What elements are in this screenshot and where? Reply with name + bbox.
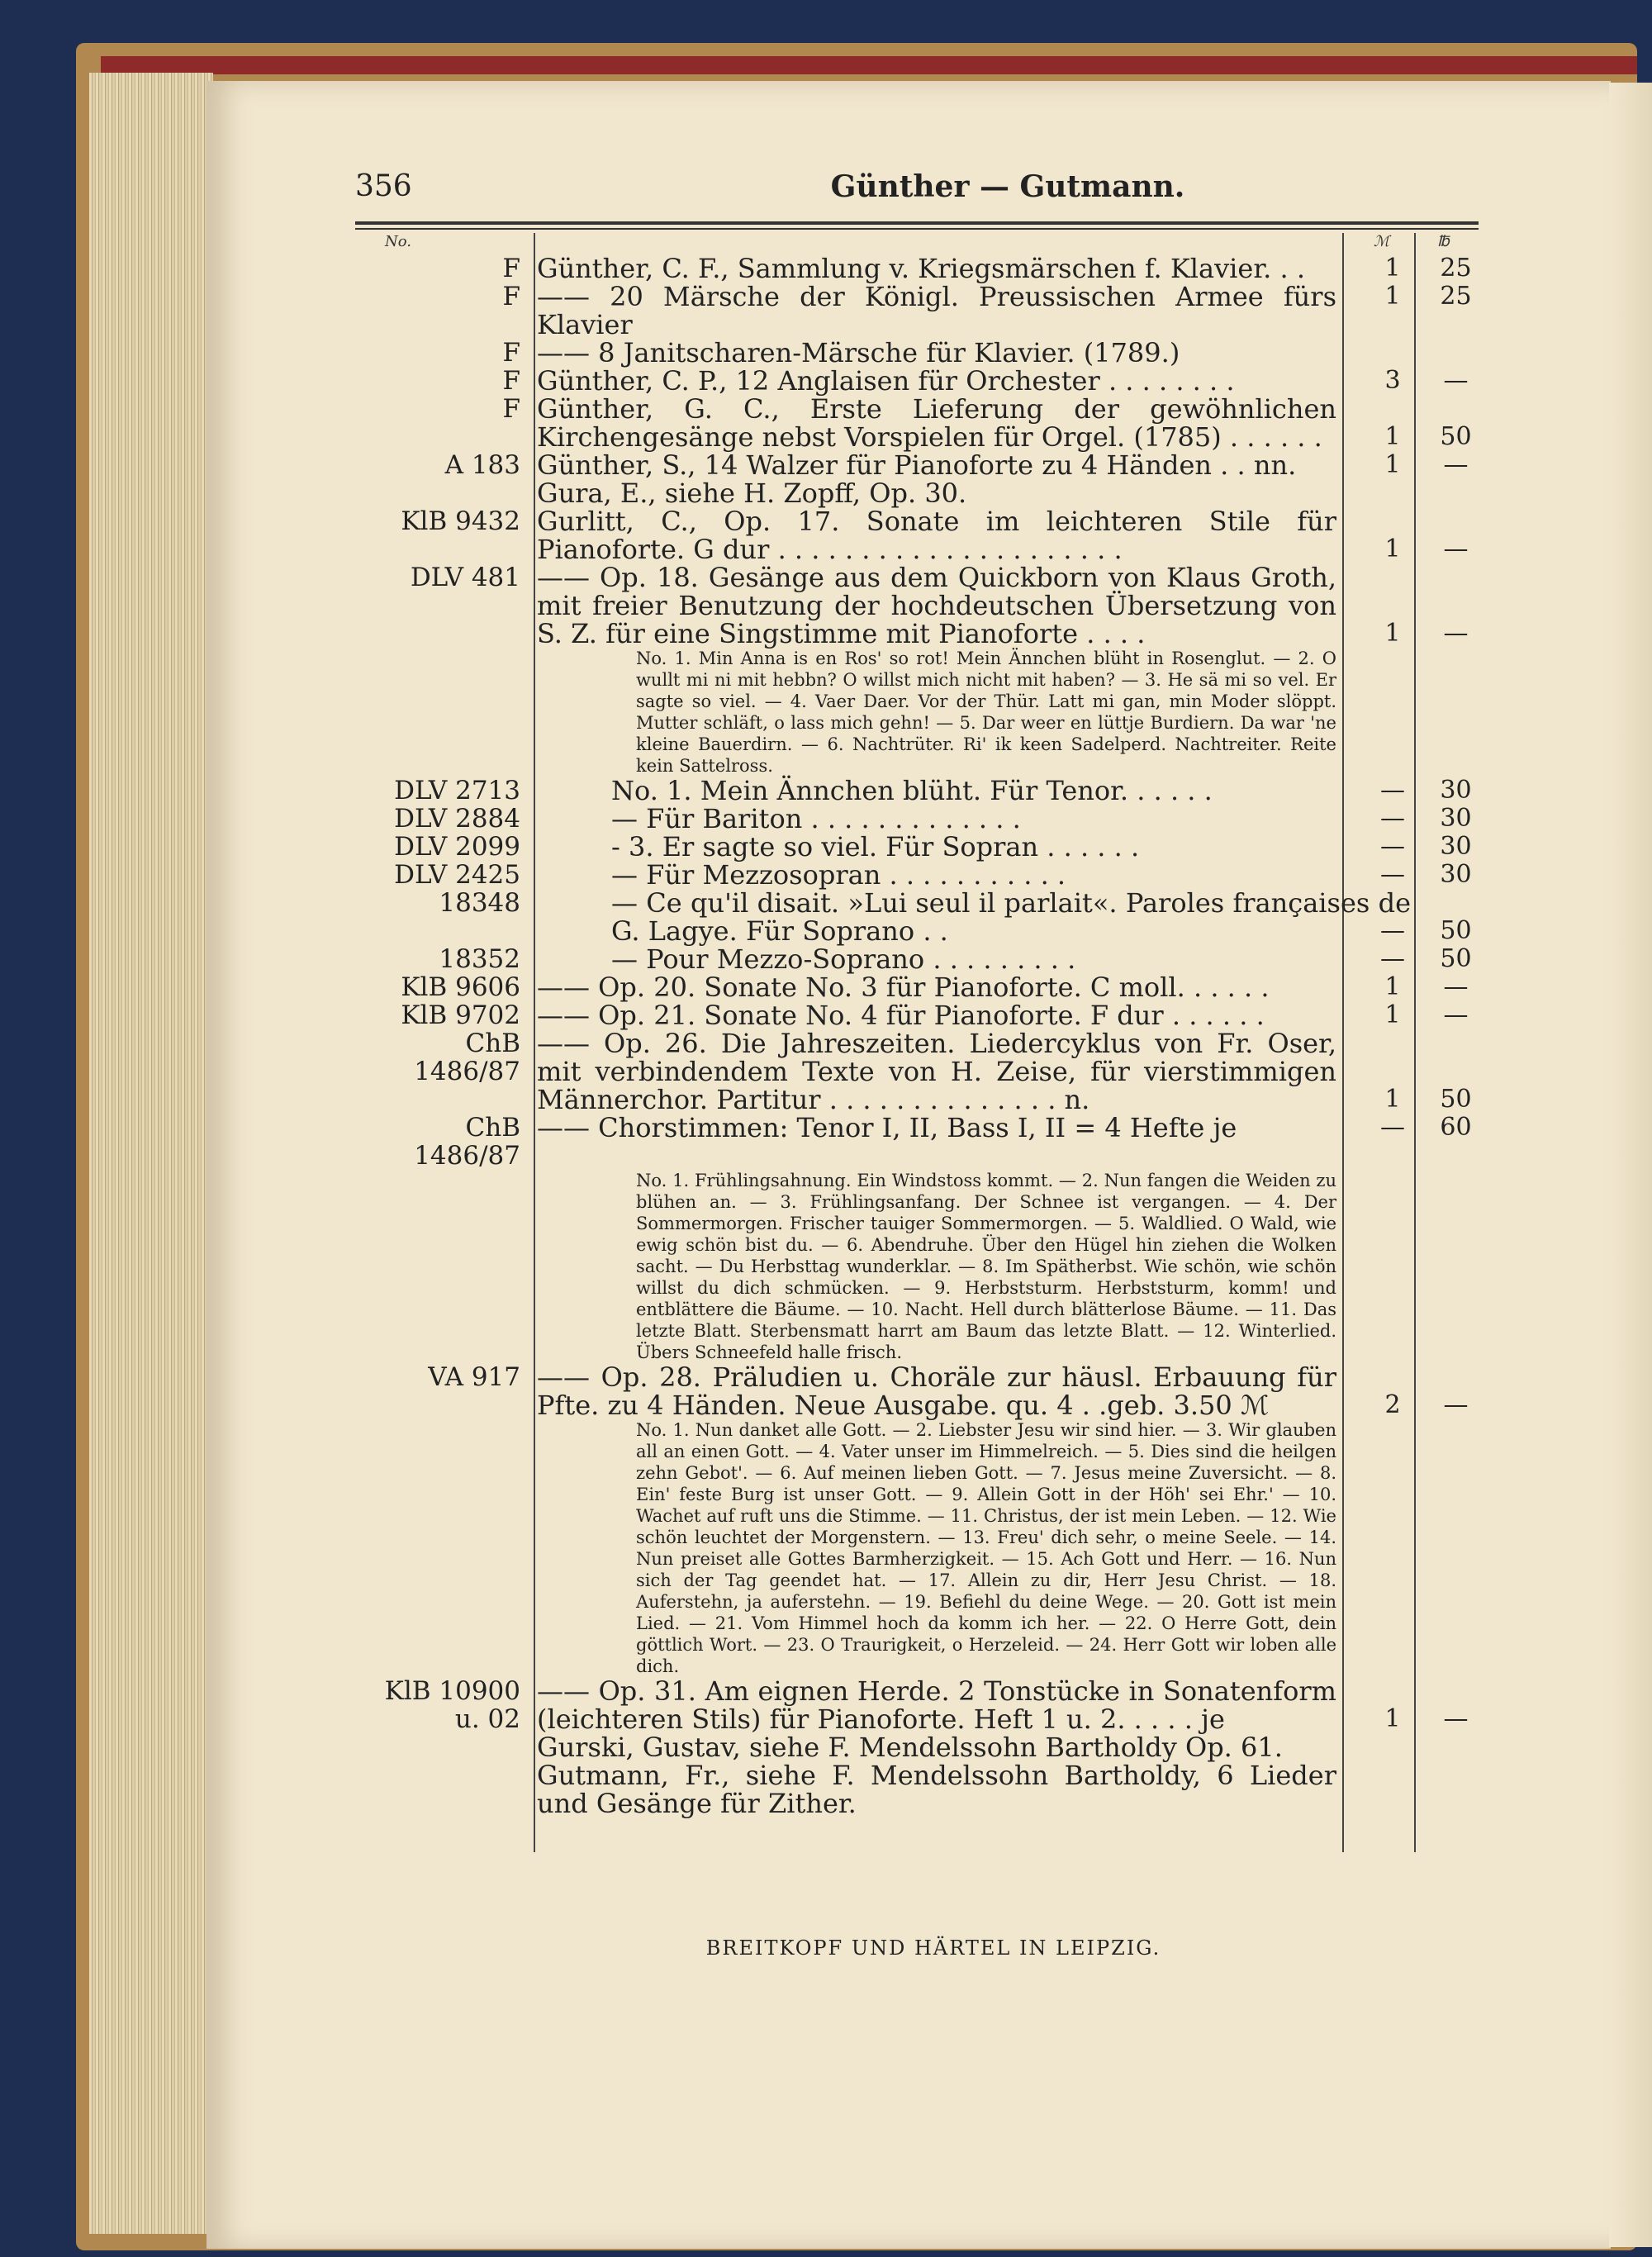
entry-text: —— Op. 26. Die Jahreszeiten. Liedercyklus von Fr. Oser, mit verbindendem Texte von H. Zeise, für vierstimmigen Männerchor. Partitur . . . . . . . . . . . . . . n.	[537, 1028, 1336, 1115]
price-mark: 2	[1384, 1390, 1401, 1419]
catalog-number: 18348	[439, 888, 520, 918]
catalog-number: KlB 9432	[401, 506, 520, 536]
price-pf: 50	[1440, 944, 1472, 973]
price-mark: 1	[1384, 422, 1401, 451]
catalog-row	[355, 339, 1487, 367]
catalog-row	[355, 1114, 1487, 1170]
price-pf: —	[1443, 972, 1469, 1001]
price-pf: 30	[1440, 860, 1472, 889]
catalog-row	[355, 1677, 1487, 1733]
price-pf: —	[1443, 535, 1469, 563]
catalog-number: KlB 10900 u. 02	[384, 1676, 520, 1734]
chorale-list: No. 1. Nun danket alle Gott. — 2. Liebster Jesu wir sind hier. — 3. Wir glauben all an einen Gott. — 4. Vater unser im Himmelreich. — 5. Dies sind die heilgen zehn Gebot'. — 6. Auf meinen lieben Gott. — 7. Jesus meine Zuversicht. — 8. Ein' feste Burg ist unser Gott. — 9. Allein Gott in der Höh' sei Ehr.' — 10. Wachet auf ruft uns die Stimme. — 11. Christus, der ist mein Leben. — 12. Wie schön leuchtet der Morgenstern. — 13. Freu' dich sehr, o meine Seele. — 14. Nun preiset alle Gottes Barmherzigkeit. — 15. Ach Gott und Herr. — 16. Nun sich der Tag geendet hat. — 17. Allein zu dir, Herr Jesu Christ. — 18. Auferstehn, ja auferstehn. — 19. Befiehl du deine Wege. — 20. Gott ist mein Lied. — 21. Vom Himmel hoch da komm ich her. — 22. O Herre Gott, dein göttlich Wort. — 23. O Traurigkeit, o Herzeleid. — 24. Herr Gott wir loben alle dich.	[636, 1420, 1336, 1676]
price-mark: 1	[1384, 619, 1401, 648]
entry-text: No. 1. Mein Ännchen blüht. Für Tenor. . . . . .	[611, 775, 1213, 806]
price-pf: 30	[1440, 804, 1472, 833]
column-header-no: No.	[385, 233, 411, 250]
catalog-row	[355, 777, 1487, 805]
price-mark: —	[1380, 832, 1405, 861]
catalog-row	[355, 563, 1487, 648]
catalog-number: F	[502, 366, 520, 396]
catalog-row	[355, 1733, 1487, 1761]
page-number: 356	[355, 169, 412, 203]
page-title: Günther — Gutmann.	[830, 169, 1185, 204]
catalog-number: DLV 2884	[394, 804, 520, 834]
entry-text: — Pour Mezzo-Soprano . . . . . . . . .	[611, 943, 1076, 975]
catalog-row	[355, 367, 1487, 395]
price-mark: —	[1380, 916, 1405, 945]
header-rule-thin	[355, 228, 1479, 230]
entry-text	[537, 648, 1336, 777]
catalog-number: A 183	[444, 450, 520, 480]
catalog-row	[355, 1419, 1487, 1677]
price-mark: —	[1380, 776, 1405, 805]
price-pf: 60	[1440, 1113, 1472, 1142]
entry-text: —— Op. 18. Gesänge aus dem Quickborn von Klaus Groth, mit freier Benutzung der hochdeutschen Übersetzung von S. Z. für eine Singstimme mit Pianoforte . . . .	[537, 562, 1336, 649]
price-pf: 30	[1440, 776, 1472, 805]
song-list: No. 1. Frühlingsahnung. Ein Windstoss kommt. — 2. Nun fangen die Weiden zu blühen an. — 3. Frühlingsanfang. Der Schnee ist vergangen. — 4. Der Sommermorgen. Frischer tauiger Sommermorgen. — 5. Waldlied. O Wald, wie ewig schön bist du. — 6. Abendruhe. Über den Hügel hin ziehen die Wolken sacht. — Du Herbsttag wunderklar. — 8. Im Spätherbst. Wie schön, wie schön willst du dich schmücken. — 9. Herbststurm. Herbststurm, komm! und entblättere die Bäume. — 10. Nacht. Hell durch blätterlose Bäume. — 11. Das letzte Blatt. Sterbensmatt harrt am Baum das letzte Blatt. — 12. Winterlied. Übers Schneefeld halle frisch.	[636, 1171, 1336, 1362]
price-pf: 25	[1440, 282, 1472, 311]
song-list: No. 1. Min Anna is en Ros' so rot! Mein Ännchen blüht in Rosenglut. — 2. O wullt mi ni mit hebbn? O willst mich nicht mit haben? — 3. He sä mi so vel. Er sagte so viel. — 4. Vaer Daer. Vor der Thür. Latt mi gan, min Moder slöppt. Mutter schläft, o lass mich gehn! — 5. Dar weer en lüttje Burdiern. Da war 'ne kleine Bauerdirn. — 6. Nachtrüter. Ri' ik keen Sadelperd. Nachtreiter. Reite kein Sattelross.	[636, 649, 1336, 776]
catalog-row	[355, 1170, 1487, 1363]
catalog-row	[355, 973, 1487, 1001]
entry-text: — Für Mezzosopran . . . . . . . . . . .	[611, 859, 1066, 891]
book-edge	[101, 56, 1637, 74]
price-mark: 3	[1384, 366, 1401, 395]
price-pf: —	[1443, 366, 1469, 395]
price-mark: —	[1380, 944, 1405, 973]
catalog-number: ChB 1486/87	[414, 1113, 520, 1171]
catalog-number: DLV 2099	[394, 832, 520, 862]
price-pf: —	[1443, 450, 1469, 479]
entry-text: —— 8 Janitscharen-Märsche für Klavier. (1789.)	[537, 337, 1180, 368]
price-pf: —	[1443, 1390, 1469, 1419]
entry-text: —— Chorstimmen: Tenor I, II, Bass I, II = 4 Hefte je	[537, 1112, 1237, 1143]
catalog-number: 18352	[439, 944, 520, 974]
catalog-row	[355, 945, 1487, 973]
catalog-row	[355, 889, 1487, 945]
entry-text: —— Op. 31. Am eignen Herde. 2 Tonstücke in Sonatenform (leichteren Stils) für Pianoforte. Heft 1 u. 2. . . . . je	[537, 1675, 1336, 1735]
running-head	[355, 169, 1652, 219]
price-mark: —	[1380, 1113, 1405, 1142]
entry-text: —— Op. 28. Präludien u. Choräle zur häusl. Erbauung für Pfte. zu 4 Händen. Neue Ausgabe. qu. 4 . .geb. 3.50 ℳ	[537, 1361, 1336, 1421]
price-pf: 25	[1440, 254, 1472, 283]
price-mark: 1	[1384, 972, 1401, 1001]
entry-text	[537, 1170, 1336, 1363]
catalog-number: DLV 2425	[394, 860, 520, 890]
column-header-mark: ℳ	[1374, 233, 1390, 250]
catalog-number: KlB 9606	[401, 972, 520, 1002]
page-stack	[89, 73, 213, 2234]
catalog-row	[355, 479, 1487, 507]
price-mark: —	[1380, 804, 1405, 833]
price-mark: 1	[1384, 535, 1401, 563]
entry-text: —— Op. 20. Sonate No. 3 für Pianoforte. C moll. . . . . .	[537, 972, 1270, 1003]
price-mark: 1	[1384, 450, 1401, 479]
entry-text: — Für Bariton . . . . . . . . . . . . .	[611, 803, 1021, 834]
catalog-number: F	[502, 338, 520, 368]
catalog-row	[355, 395, 1487, 451]
entry-text: — Ce qu'il disait. »Lui seul il parlait«. Paroles françaises de G. Lagye. Für Soprano . .	[611, 887, 1411, 947]
entry-text: Gurski, Gustav, siehe F. Mendelssohn Bartholdy Op. 61.	[537, 1732, 1283, 1763]
price-pf: 50	[1440, 916, 1472, 945]
catalog-number: KlB 9702	[401, 1000, 520, 1030]
entry-text: Gura, E., siehe H. Zopff, Op. 30.	[537, 478, 967, 509]
entry-text: - 3. Er sagte so viel. Für Sopran . . . . . .	[611, 831, 1140, 862]
catalog-number: F	[502, 254, 520, 283]
catalog-row	[355, 648, 1487, 777]
catalog-row	[355, 805, 1487, 833]
catalog-row	[355, 1363, 1487, 1419]
catalog-row	[355, 861, 1487, 889]
catalog-row	[355, 451, 1487, 479]
price-pf: —	[1443, 1704, 1469, 1733]
entry-text: Günther, G. C., Erste Lieferung der gewöhnlichen Kirchengesänge nebst Vorspielen für Orgel. (1785) . . . . . .	[537, 393, 1336, 453]
catalog-entries	[355, 254, 1487, 1817]
page-fold	[1609, 83, 1652, 2247]
catalog-number: VA 917	[428, 1362, 520, 1392]
catalog-number: DLV 481	[410, 563, 520, 592]
catalog-row	[355, 1761, 1487, 1817]
price-pf: 50	[1440, 422, 1472, 451]
entry-text: Günther, C. P., 12 Anglaisen für Orchester . . . . . . . .	[537, 365, 1235, 397]
price-mark: 1	[1384, 254, 1401, 283]
publisher-footer: BREITKOPF UND HÄRTEL IN LEIPZIG.	[705, 1936, 1161, 1960]
price-mark: 1	[1384, 1704, 1401, 1733]
entry-text: Gutmann, Fr., siehe F. Mendelssohn Bartholdy, 6 Lieder und Gesänge für Zither.	[537, 1760, 1336, 1819]
catalog-row	[355, 1029, 1487, 1114]
catalog-number: F	[502, 282, 520, 311]
price-mark: 1	[1384, 1000, 1401, 1029]
catalog-number: F	[502, 394, 520, 424]
header-rule	[355, 221, 1479, 225]
price-pf: —	[1443, 1000, 1469, 1029]
entry-text: —— 20 Märsche der Königl. Preussischen Armee fürs Klavier	[537, 281, 1336, 340]
price-mark: 1	[1384, 1085, 1401, 1114]
catalog-number: ChB 1486/87	[414, 1029, 520, 1086]
price-mark: —	[1380, 860, 1405, 889]
entry-text: —— Op. 21. Sonate No. 4 für Pianoforte. F dur . . . . . .	[537, 1000, 1265, 1031]
catalog-row	[355, 833, 1487, 861]
entry-text: Gurlitt, C., Op. 17. Sonate im leichteren Stile für Pianoforte. G dur . . . . . . . . . . . . . . . . . . . . .	[537, 506, 1336, 565]
catalog-row	[355, 283, 1487, 339]
entry-text: Günther, S., 14 Walzer für Pianoforte zu 4 Händen . . nn.	[537, 449, 1297, 481]
catalog-row	[355, 507, 1487, 563]
catalog-number: DLV 2713	[394, 776, 520, 805]
catalog-row	[355, 254, 1487, 283]
entry-text	[537, 1419, 1336, 1677]
entry-text: Günther, C. F., Sammlung v. Kriegsmärschen f. Klavier. . .	[537, 253, 1305, 284]
catalog-row	[355, 1001, 1487, 1029]
price-pf: —	[1443, 619, 1469, 648]
price-pf: 30	[1440, 832, 1472, 861]
price-mark: 1	[1384, 282, 1401, 311]
price-pf: 50	[1440, 1085, 1472, 1114]
column-header-pf: ℔	[1437, 233, 1450, 250]
